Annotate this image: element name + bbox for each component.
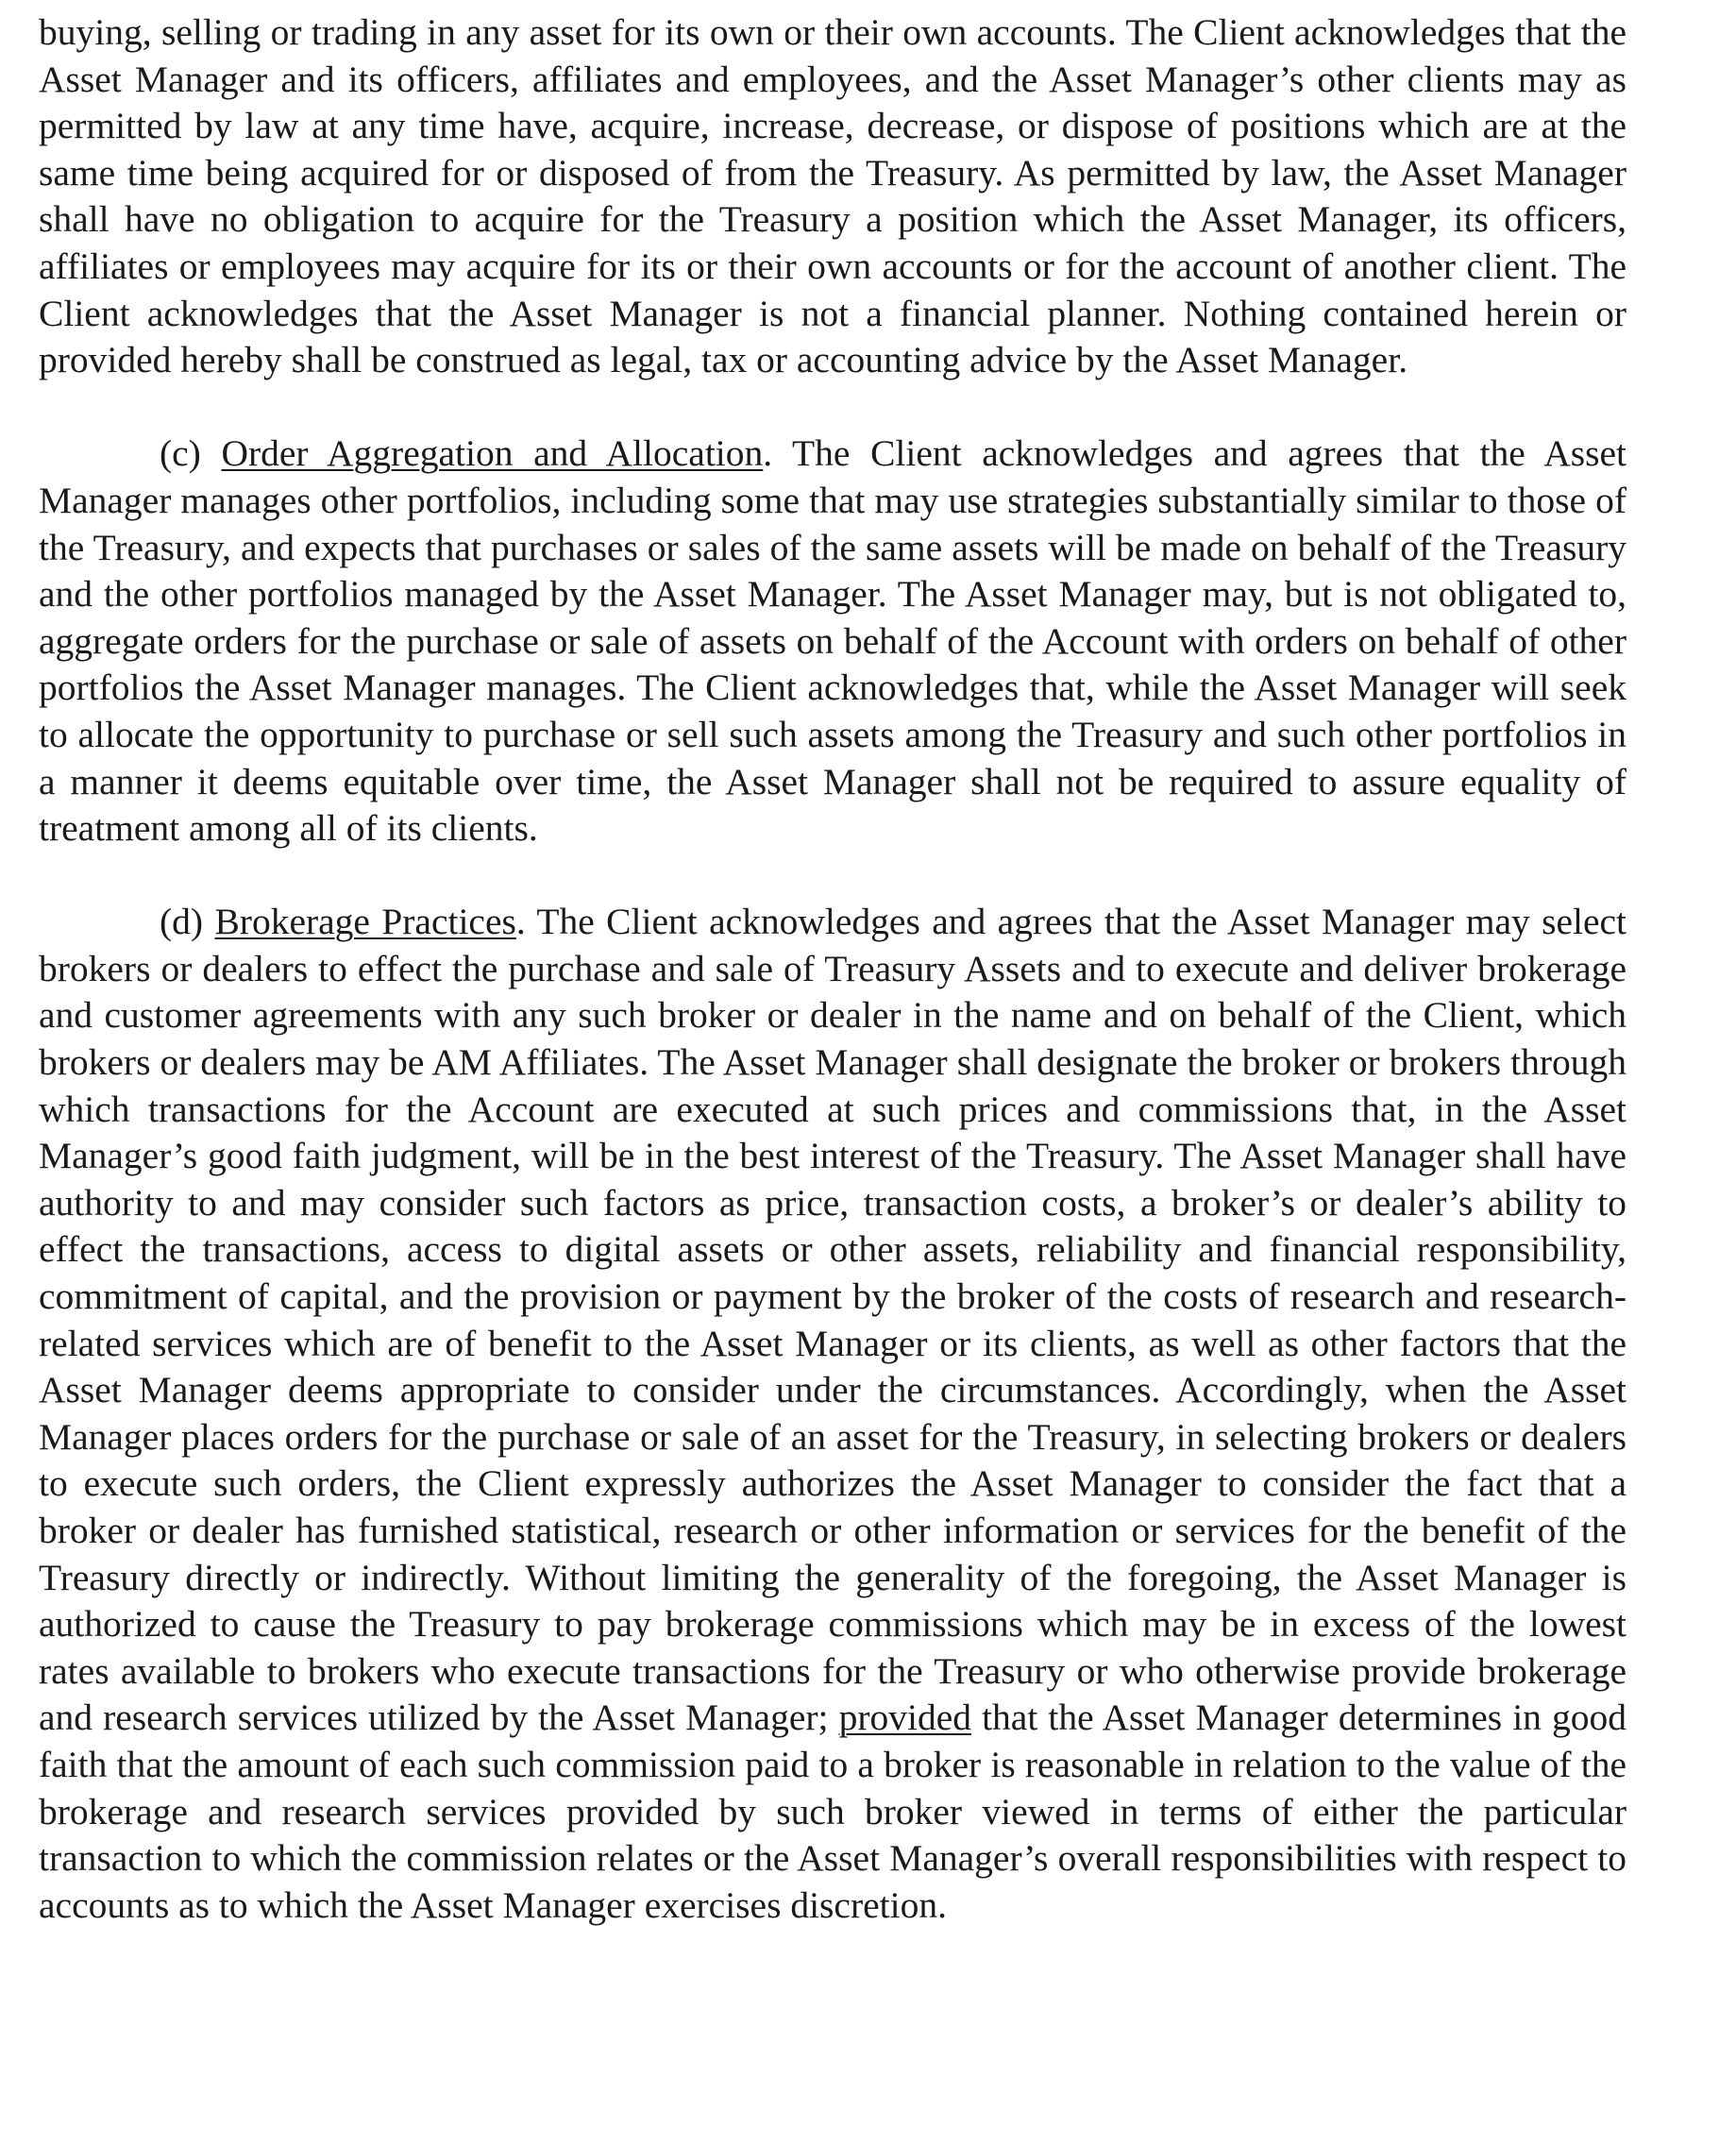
paragraph-c-heading: Order Aggregation and Allocation [221, 432, 764, 475]
paragraph-c-label: (c) [160, 432, 201, 475]
paragraph-d-proviso: provided [838, 1697, 971, 1739]
paragraph-c-body: . The Client acknowledges and agrees that the Asset Manager manages other portfolios, including some that may use strategies substantially similar to those of the Treasury, and expects that purchases or sales of the same assets will be made on behalf of the Treasury and the other portfolios managed by the Asset Manager. The Asset Manager may, but is not obligated to, aggregate orders for the purchase or sale of assets on behalf of the Account with orders on behalf of other portfolios the Asset Manager manages. The Client acknowledges that, while the Asset Manager will seek to allocate the opportunity to purchase or sell such assets among the Treasury and such other portfolios in a manner it deems equitable over time, the Asset Manager shall not be required to assure equality of treatment among all of its clients. [39, 432, 1627, 850]
paragraph-d-body-1: . The Client acknowledges and agrees that the Asset Manager may select brokers or dealers to effect the purchase and sale of Treasury Assets and to execute and deliver brokerage and customer agreements with any such broker or dealer in the name and on behalf of the Client, which brokers or dealers may be AM Affiliates. The Asset Manager shall designate the broker or brokers through which transactions for the Account are executed at such prices and commissions that, in the Asset Manager’s good faith judgment, will be in the best interest of the Treasury. The Asset Manager shall have authority to and may consider such factors as price, transaction costs, a broker’s or dealer’s ability to effect the transactions, access to digital assets or other assets, reliability and financial responsibility, commitment of capital, and the provision or payment by the broker of the costs of research and research-related services which are of benefit to the Asset Manager or its clients, as well as other factors that the Asset Manager deems appropriate to consider under the circumstances. Accordingly, when the Asset Manager places orders for the purchase or sale of an asset for the Treasury, in selecting brokers or dealers to execute such orders, the Client expressly authorizes the Asset Manager to consider the fact that a broker or dealer has furnished statistical, research or other information or services for the benefit of the Treasury directly or indirectly. Without limiting the generality of the foregoing, the Asset Manager is authorized to cause the Treasury to pay brokerage commissions which may be in excess of the lowest rates available to brokers who execute transactions for the Treasury or who otherwise provide brokerage and research services utilized by the Asset Manager; [39, 901, 1627, 1739]
paragraph-c [39, 430, 1626, 852]
paragraph-d-label: (d) [160, 901, 204, 943]
paragraph-d-body-2: that the Asset Manager determines in good faith that the amount of each such commission paid to a broker is reasonable in relation to the value of the brokerage and research services provided by such broker viewed in terms of either the particular transaction to which the commission relates or the Asset Manager’s overall responsibilities with respect to accounts as to which the Asset Manager exercises discretion. [39, 1697, 1626, 1926]
paragraph-b-text: buying, selling or trading in any asset for its own or their own accounts. The Client acknowledges that the Asset Manager and its officers, affiliates and employees, and the Asset Manager’s other clients may as permitted by law at any time have, acquire, increase, decrease, or dispose of positions which are at the same time being acquired for or disposed of from the Treasury. As permitted by law, the Asset Manager shall have no obligation to acquire for the Treasury a position which the Asset Manager, its officers, affiliates or employees may acquire for its or their own accounts or for the account of another client. The Client acknowledges that the Asset Manager is not a financial planner. Nothing contained herein or provided hereby shall be construed as legal, tax or accounting advice by the Asset Manager. [39, 11, 1626, 381]
paragraph-d-heading: Brokerage Practices [214, 901, 516, 943]
paragraph-d [39, 899, 1626, 1929]
paragraph-b-continuation [39, 9, 1626, 384]
document-page [39, 9, 1626, 1929]
